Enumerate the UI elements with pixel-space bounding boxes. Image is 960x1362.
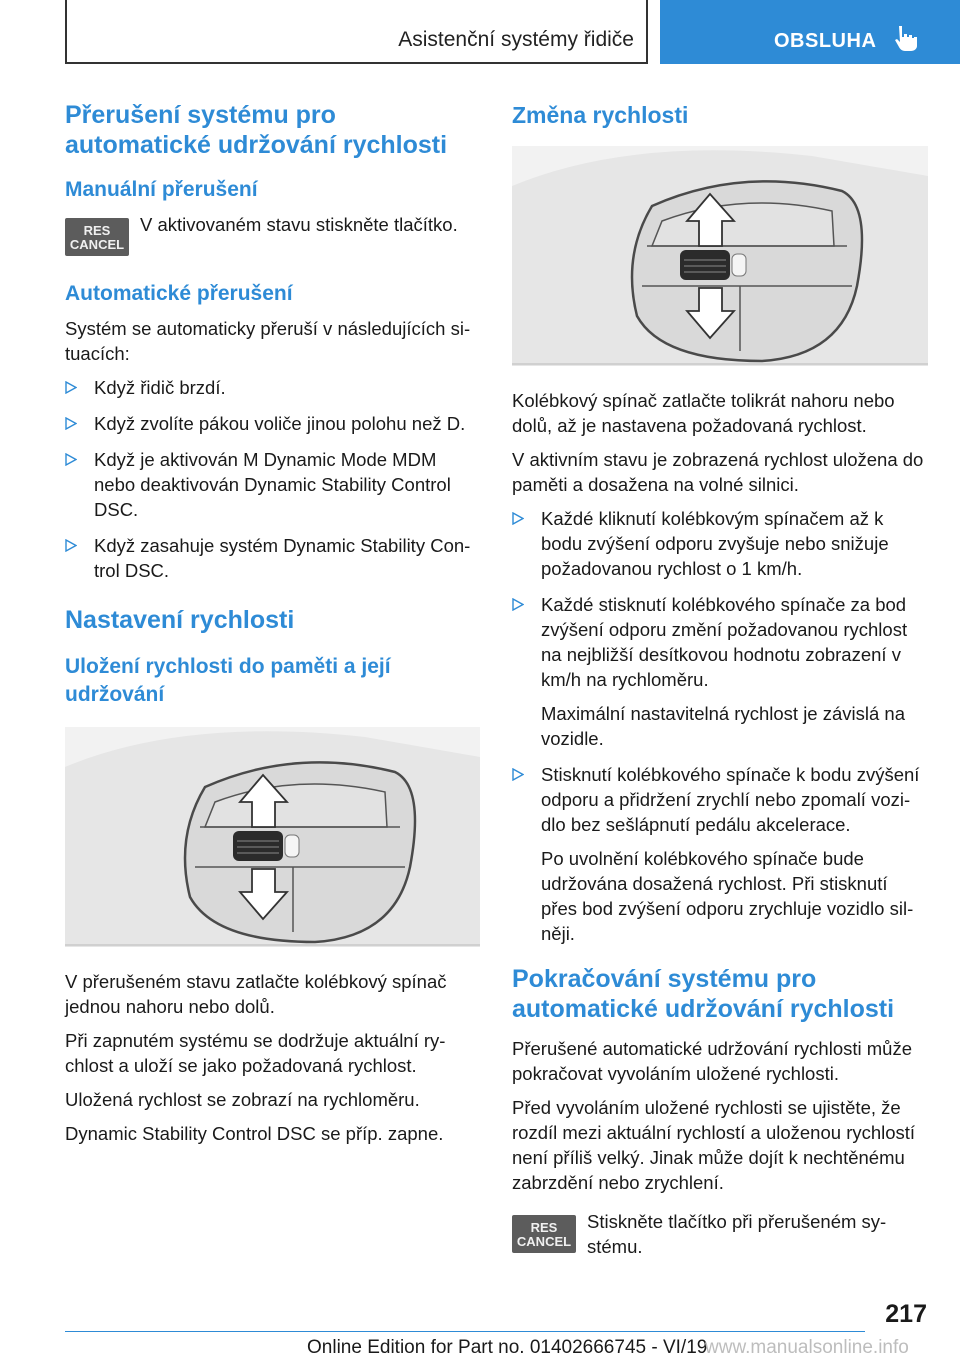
store-paragraph: Uložená rychlost se zobrazí na rychloměru. — [65, 1089, 420, 1110]
res-label: RES — [530, 1220, 558, 1235]
list-item — [65, 375, 480, 400]
list-item-text: Stisknutí kolébkového spínače k bodu zvýšení odporu a přidržení zrychlí nebo zpomalí vozidlo bez sešlápnutí pedálu akcelerace. — [541, 764, 920, 835]
res-cancel-button-icon — [65, 218, 129, 256]
cancel-label: CANCEL — [69, 237, 125, 252]
list-item — [512, 762, 928, 946]
heading-change-speed: Změna rychlosti — [512, 102, 689, 128]
heading-resume: Pokračování systému pro automatické udržování rychlosti — [512, 965, 895, 1023]
list-item-note: Maximální nastavitelná rychlost je závislá na vozidle. — [541, 703, 905, 749]
watermark: www.manualsonline.info — [705, 1337, 909, 1358]
store-paragraph: Při zapnutém systému se dodržuje aktuální rychlost a uloží se jako požadovaná rychlost. — [65, 1030, 446, 1076]
list-item-text: Když zvolíte pákou voliče jinou polohu než D. — [94, 413, 466, 434]
heading-set-speed: Nastavení rychlosti — [65, 606, 295, 634]
res-cancel-row — [65, 212, 480, 256]
list-item — [512, 592, 928, 751]
manual-interrupt-text: V aktivovaném stavu stiskněte tlačítko. — [140, 214, 458, 235]
auto-intro: Systém se automaticky přeruší v následujících situacích: — [65, 318, 471, 364]
triangle-bullet-icon — [65, 453, 77, 466]
change-speed-list — [512, 506, 928, 946]
heading-store-speed: Uložení rychlosti do paměti a její udržování — [65, 655, 391, 706]
change-paragraph: V aktivním stavu je zobrazená rychlost uložena do paměti a dosažena na volné silnici. — [512, 449, 924, 495]
list-item — [65, 533, 480, 583]
res-cancel-row-2 — [512, 1209, 928, 1259]
triangle-bullet-icon — [512, 598, 524, 611]
res-cancel-button-icon — [512, 1215, 576, 1253]
triangle-bullet-icon — [65, 539, 77, 552]
list-item-text: Každé kliknutí kolébkovým spínačem až k bodu zvýšení odporu zvyšuje nebo snižuje požadovanou rychlost o 1 km/h. — [541, 508, 889, 579]
store-paragraph: V přerušeném stavu zatlačte kolébkový spínač jednou nahoru nebo dolů. — [65, 971, 447, 1017]
triangle-bullet-icon — [512, 512, 524, 525]
steering-wheel-switch-photo — [65, 727, 480, 947]
chapter-tab-label: OBSLUHA — [774, 30, 877, 52]
resume-paragraph: Před vyvoláním uložené rychlosti se ujistěte, že rozdíl mezi aktuální rychlostí a uloženou rychlostí není příliš velký. Jinak může dojít k nechtěnému zabrzdění nebo zrychlení. — [512, 1097, 916, 1193]
list-item — [65, 411, 480, 436]
change-paragraph: Kolébkový spínač zatlačte tolikrát nahoru nebo dolů, až je nastavena požadovaná rychlost. — [512, 390, 895, 436]
list-item-note: Po uvolnění kolébkového spínače bude udržována dosažená rychlost. Při stisknutí přes bod zvýšení odporu zrychluje vozidlo silněji. — [541, 848, 914, 944]
auto-interrupt-list — [65, 375, 480, 583]
store-paragraph: Dynamic Stability Control DSC se příp. zapne. — [65, 1123, 444, 1144]
list-item-text: Když zasahuje systém Dynamic Stability Control DSC. — [94, 535, 471, 581]
footer-divider — [65, 1331, 865, 1332]
page-number: 217 — [885, 1300, 927, 1328]
triangle-bullet-icon — [65, 381, 77, 394]
list-item-text: Když je aktivován M Dynamic Mode MDM nebo deaktivován Dynamic Stability Control DSC. — [94, 449, 451, 520]
right-column — [512, 100, 928, 1281]
heading-auto-interrupt: Automatické přerušení — [65, 282, 293, 305]
left-column — [65, 100, 480, 1155]
steering-wheel-switch-photo-2 — [512, 146, 928, 366]
section-title: Asistenční systémy řidiče — [398, 28, 634, 51]
triangle-bullet-icon — [512, 768, 524, 781]
triangle-bullet-icon — [65, 417, 77, 430]
edition-text: Online Edition for Part no. 01402666745 - VI/19 — [307, 1337, 708, 1358]
heading-manual-interrupt: Manuální přerušení — [65, 178, 258, 201]
header-section-box — [65, 0, 648, 64]
cancel-label: CANCEL — [516, 1234, 572, 1249]
resume-paragraph: Přerušené automatické udržování rychlosti může pokračovat vyvoláním uložené rychlosti. — [512, 1038, 912, 1084]
chapter-tab[interactable] — [660, 0, 960, 64]
list-item-text: Každé stisknutí kolébkového spínače za bod zvýšení odporu změní požadovanou rychlost na nejbližší desítkovou hodnotu zobrazení v km/h na rychloměru. — [541, 594, 908, 690]
res-label: RES — [83, 223, 111, 238]
pointing-hand-icon — [892, 24, 920, 52]
list-item — [512, 506, 928, 581]
list-item — [65, 447, 480, 522]
list-item-text: Když řidič brzdí. — [94, 377, 226, 398]
resume-button-text: Stiskněte tlačítko při přerušeném systému. — [587, 1211, 887, 1257]
heading-interrupt: Přerušení systému pro automatické udržování rychlosti — [65, 101, 448, 159]
